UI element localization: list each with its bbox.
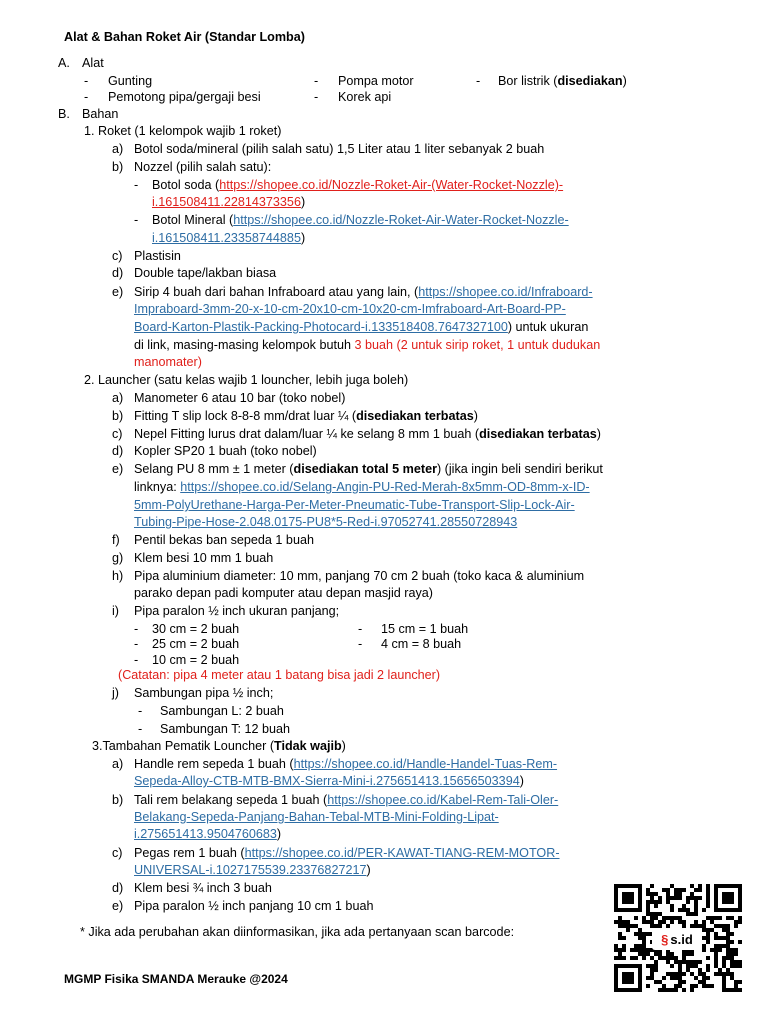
alat-item: Pemotong pipa/gergaji besi <box>108 90 261 104</box>
infraboard-link[interactable]: https://shopee.co.id/Infraboard- <box>418 285 593 299</box>
handle-rem-link[interactable]: https://shopee.co.id/Handle-Handel-Tuas-Rem- <box>293 757 558 771</box>
item-letter: c) <box>112 249 123 263</box>
item-letter: f) <box>112 533 120 547</box>
item-letter: i) <box>112 604 119 618</box>
item-letter: d) <box>112 444 124 458</box>
item-letter: g) <box>112 551 124 565</box>
pipe-length-item: 25 cm = 2 buah <box>152 637 240 651</box>
item-letter: e) <box>112 462 124 476</box>
launcher-item-j: Sambungan pipa ½ inch; <box>134 686 274 700</box>
pipe-length-item: 15 cm = 1 buah <box>381 622 469 636</box>
launcher-item-e-cont <box>134 514 517 531</box>
nozzle-option-mineral: Botol Mineral (https://shopee.co.id/Nozzle-Roket-Air-Water-Rocket-Nozzle- <box>152 213 569 227</box>
item-letter: e) <box>112 285 124 299</box>
bullet-dash: - <box>84 90 89 104</box>
section-a-title: Alat <box>82 56 104 70</box>
tambahan-heading: 3.Tambahan Pematik Louncher (Tidak wajib) <box>92 739 346 753</box>
launcher-item-a: Manometer 6 atau 10 bar (toko nobel) <box>134 391 346 405</box>
qr-logo-badge: § s.id <box>652 928 702 950</box>
tambahan-item-a: Handle rem sepeda 1 buah (https://shopee.co.id/Handle-Handel-Tuas-Rem- <box>134 757 558 771</box>
footer-credit: MGMP Fisika SMANDA Merauke @2024 <box>64 972 288 986</box>
launcher-item-e-cont <box>134 497 575 514</box>
selang-pu-link[interactable]: 5mm-PolyUrethane-Harga-Per-Meter-Pneumatic-Tube-Transport-Slip-Lock-Air- <box>134 498 575 512</box>
infraboard-link[interactable]: Board-Karton-Plastik-Packing-Photocard-i.133518408.7647327100 <box>134 320 508 334</box>
launcher-item-h-cont: parako depan padi komputer atau depan masjid raya) <box>134 586 433 600</box>
nozzle-option-mineral-cont: i.161508411.23358744885) <box>152 231 306 245</box>
handle-rem-link[interactable]: Sepeda-Alloy-CTB-MTB-BMX-Sierra-Mini-i.275651413.15656503394 <box>134 774 520 788</box>
catatan-note: (Catatan: pipa 4 meter atau 1 batang bisa jadi 2 launcher) <box>118 668 441 682</box>
alat-item: Bor listrik (disediakan) <box>498 74 627 88</box>
bullet-dash: - <box>314 74 319 88</box>
tali-rem-link[interactable]: Belakang-Sepeda-Panjang-Bahan-Tebal-MTB-Mini-Folding-Lipat- <box>134 810 499 824</box>
info-note: * Jika ada perubahan akan diinformasikan, jika ada pertanyaan scan barcode: <box>80 925 515 939</box>
tambahan-item-e: Pipa paralon ½ inch panjang 10 cm 1 buah <box>134 899 374 913</box>
bullet-dash: - <box>358 622 363 636</box>
section-b-title: Bahan <box>82 107 119 121</box>
bullet-dash: - <box>138 722 143 736</box>
item-letter: a) <box>112 142 124 156</box>
launcher-item-e-cont: linknya: https://shopee.co.id/Selang-Angin-PU-Red-Merah-8x5mm-OD-8mm-x-ID- <box>134 480 590 494</box>
sambungan-item: Sambungan L: 2 buah <box>160 704 284 718</box>
nozzle-soda-link[interactable]: i.161508411.22814373356 <box>152 195 301 209</box>
roket-item-e: Sirip 4 buah dari bahan Infraboard atau yang lain, (https://shopee.co.id/Infraboard- <box>134 285 593 299</box>
launcher-item-e: Selang PU 8 mm ± 1 meter (disediakan total 5 meter) (jika ingin beli sendiri berikut <box>134 462 603 476</box>
bullet-dash: - <box>134 213 139 227</box>
pipe-length-item: 10 cm = 2 buah <box>152 653 240 667</box>
bullet-dash: - <box>84 74 89 88</box>
selang-pu-link[interactable]: Tubing-Pipe-Hose-2.048.0175-PU8*5-Red-i.97052741.28550728943 <box>134 515 518 529</box>
launcher-item-b: Fitting T slip lock 8-8-8 mm/drat luar ¼ (disediakan terbatas) <box>134 409 478 423</box>
tali-rem-link[interactable]: i.275651413.9504760683 <box>134 827 277 841</box>
page-title: Alat & Bahan Roket Air (Standar Lomba) <box>64 30 305 44</box>
tambahan-item-c-cont: UNIVERSAL-i.1027175539.23376827217) <box>134 863 371 877</box>
roket-item-d: Double tape/lakban biasa <box>134 266 277 280</box>
roket-item-a: Botol soda/mineral (pilih salah satu) 1,5 Liter atau 1 liter sebanyak 2 buah <box>134 142 545 156</box>
bullet-dash: - <box>134 653 139 667</box>
tali-rem-link[interactable]: https://shopee.co.id/Kabel-Rem-Tali-Oler- <box>327 793 559 807</box>
nozzle-mineral-link[interactable]: i.161508411.23358744885 <box>152 231 301 245</box>
bullet-dash: - <box>134 637 139 651</box>
bullet-dash: - <box>134 622 139 636</box>
pegas-rem-link[interactable]: UNIVERSAL-i.1027175539.23376827217 <box>134 863 367 877</box>
launcher-item-f: Pentil bekas ban sepeda 1 buah <box>134 533 314 547</box>
tambahan-item-b-cont <box>134 809 499 826</box>
tambahan-item-b-cont: i.275651413.9504760683) <box>134 827 282 841</box>
item-letter: b) <box>112 160 124 174</box>
bullet-dash: - <box>476 74 481 88</box>
launcher-item-c: Nepel Fitting lurus drat dalam/luar ¼ ke selang 8 mm 1 buah (disediakan terbatas) <box>134 427 601 441</box>
roket-heading: 1. Roket (1 kelompok wajib 1 roket) <box>84 124 282 138</box>
item-letter: d) <box>112 881 124 895</box>
roket-item-b: Nozzel (pilih salah satu): <box>134 160 272 174</box>
roket-item-e-cont: di link, masing-masing kelompok butuh 3 buah (2 untuk sirip roket, 1 untuk dudukan <box>134 338 601 352</box>
pipe-length-item: 30 cm = 2 buah <box>152 622 240 636</box>
nozzle-option-soda-cont: i.161508411.22814373356) <box>152 195 306 209</box>
bullet-dash: - <box>138 704 143 718</box>
item-letter: b) <box>112 793 124 807</box>
launcher-item-i: Pipa paralon ½ inch ukuran panjang; <box>134 604 340 618</box>
section-a-label: A. <box>58 56 70 70</box>
infraboard-link[interactable]: Impraboard-3mm-20-x-10-cm-20x10-cm-10x20-cm-Imfraboard-Art-Board-PP- <box>134 302 566 316</box>
pipe-length-item: 4 cm = 8 buah <box>381 637 462 651</box>
item-letter: h) <box>112 569 124 583</box>
roket-item-e-cont: manomater) <box>134 355 202 369</box>
roket-item-c: Plastisin <box>134 249 181 263</box>
roket-item-e-cont <box>134 301 566 318</box>
tambahan-item-a-cont: Sepeda-Alloy-CTB-MTB-BMX-Sierra-Mini-i.275651413.15656503394) <box>134 774 524 788</box>
alat-item: Pompa motor <box>338 74 414 88</box>
item-letter: d) <box>112 266 124 280</box>
item-letter: a) <box>112 757 124 771</box>
launcher-item-h: Pipa aluminium diameter: 10 mm, panjang 70 cm 2 buah (toko kaca & aluminium <box>134 569 585 583</box>
nozzle-mineral-link[interactable]: https://shopee.co.id/Nozzle-Roket-Air-Water-Rocket-Nozzle- <box>233 213 569 227</box>
alat-item: Gunting <box>108 74 153 88</box>
nozzle-soda-link[interactable]: https://shopee.co.id/Nozzle-Roket-Air-(Water-Rocket-Nozzle)- <box>219 178 564 192</box>
selang-pu-link[interactable]: https://shopee.co.id/Selang-Angin-PU-Red-Merah-8x5mm-OD-8mm-x-ID- <box>180 480 590 494</box>
item-letter: c) <box>112 846 123 860</box>
tambahan-item-b: Tali rem belakang sepeda 1 buah (https://shopee.co.id/Kabel-Rem-Tali-Oler- <box>134 793 559 807</box>
launcher-heading: 2. Launcher (satu kelas wajib 1 louncher, lebih juga boleh) <box>84 373 409 387</box>
bullet-dash: - <box>314 90 319 104</box>
launcher-item-g: Klem besi 10 mm 1 buah <box>134 551 274 565</box>
bullet-dash: - <box>134 178 139 192</box>
sambungan-item: Sambungan T: 12 buah <box>160 722 291 736</box>
nozzle-option-soda: Botol soda (https://shopee.co.id/Nozzle-Roket-Air-(Water-Rocket-Nozzle)- <box>152 178 564 192</box>
item-letter: b) <box>112 409 124 423</box>
item-letter: a) <box>112 391 124 405</box>
section-b-label: B. <box>58 107 70 121</box>
roket-item-e-cont: Board-Karton-Plastik-Packing-Photocard-i.133518408.7647327100) untuk ukuran <box>134 320 589 334</box>
item-letter: e) <box>112 899 124 913</box>
pegas-rem-link[interactable]: https://shopee.co.id/PER-KAWAT-TIANG-REM-MOTOR- <box>244 846 560 860</box>
tambahan-item-c: Pegas rem 1 buah (https://shopee.co.id/PER-KAWAT-TIANG-REM-MOTOR- <box>134 846 560 860</box>
alat-item: Korek api <box>338 90 392 104</box>
tambahan-item-d: Klem besi ¾ inch 3 buah <box>134 881 272 895</box>
bullet-dash: - <box>358 637 363 651</box>
item-letter: j) <box>112 686 119 700</box>
item-letter: c) <box>112 427 123 441</box>
launcher-item-d: Kopler SP20 1 buah (toko nobel) <box>134 444 317 458</box>
